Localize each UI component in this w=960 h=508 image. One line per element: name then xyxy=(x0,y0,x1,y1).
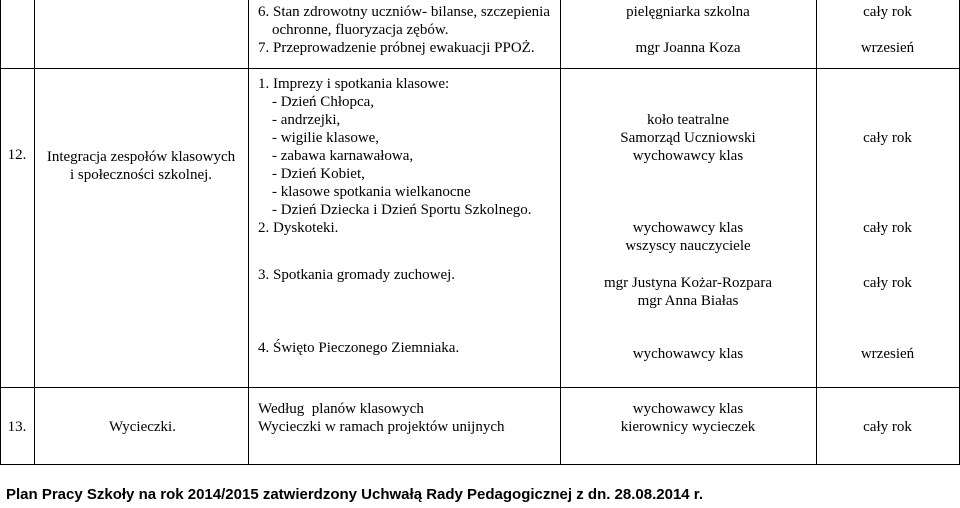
task-line: - zabawa karnawałowa, xyxy=(272,148,414,164)
responsible-text: wychowawcy klas xyxy=(632,346,744,362)
table-border xyxy=(248,0,249,465)
table-border xyxy=(34,0,35,465)
responsible-text: wychowawcy klas xyxy=(632,220,744,236)
area-title: Integracja zespołów klasowych xyxy=(46,149,236,165)
term-text: wrzesień xyxy=(860,40,915,56)
task-line: - Dzień Kobiet, xyxy=(272,166,365,182)
term-text: cały rok xyxy=(863,130,912,146)
task-line: - andrzejki, xyxy=(272,112,341,128)
task-line: - wigilie klasowe, xyxy=(272,130,380,146)
task-line: Wycieczki w ramach projektów unijnych xyxy=(258,419,505,435)
term-text: cały rok xyxy=(863,220,912,236)
area-title: i społeczności szkolnej. xyxy=(69,167,213,183)
area-title: Wycieczki. xyxy=(109,419,176,435)
responsible-text: koło teatralne xyxy=(646,112,730,128)
term-text: cały rok xyxy=(863,419,912,435)
term-text: cały rok xyxy=(863,4,912,20)
responsible-text: wszyscy nauczyciele xyxy=(625,238,751,254)
approval-note: Plan Pracy Szkoły na rok 2014/2015 zatwierdzony Uchwałą Rady Pedagogicznej z dn. 28.08.2014 r. xyxy=(6,486,703,503)
task-line: ochronne, fluoryzacja zębów. xyxy=(272,22,449,38)
row-number: 12. xyxy=(7,147,27,163)
task-line: 7. Przeprowadzenie próbnej ewakuacji PPOŻ. xyxy=(258,40,535,56)
responsible-text: pielęgniarka szkolna xyxy=(626,4,750,20)
term-text: wrzesień xyxy=(860,346,915,362)
table-border xyxy=(0,0,1,465)
responsible-text: mgr Justyna Kożar-Rozpara xyxy=(604,275,772,291)
task-line: 1. Imprezy i spotkania klasowe: xyxy=(258,76,450,92)
responsible-text: mgr Joanna Koza xyxy=(635,40,741,56)
responsible-text: Samorząd Uczniowski xyxy=(620,130,756,146)
task-line: - Dzień Chłopca, xyxy=(272,94,375,110)
task-line: 3. Spotkania gromady zuchowej. xyxy=(258,267,456,283)
term-text: cały rok xyxy=(863,275,912,291)
task-line: - klasowe spotkania wielkanocne xyxy=(272,184,471,200)
responsible-text: wychowawcy klas xyxy=(632,401,744,417)
responsible-text: wychowawcy klas xyxy=(632,148,744,164)
task-line: 2. Dyskoteki. xyxy=(258,220,339,236)
responsible-text: mgr Anna Białas xyxy=(637,293,739,309)
task-line: - Dzień Dziecka i Dzień Sportu Szkolnego. xyxy=(272,202,532,218)
task-line: 4. Święto Pieczonego Ziemniaka. xyxy=(258,340,460,356)
task-line: Według planów klasowych xyxy=(258,401,424,417)
task-line: 6. Stan zdrowotny uczniów- bilanse, szczepienia xyxy=(258,4,550,20)
row-number: 13. xyxy=(7,419,27,435)
responsible-text: kierownicy wycieczek xyxy=(620,419,756,435)
